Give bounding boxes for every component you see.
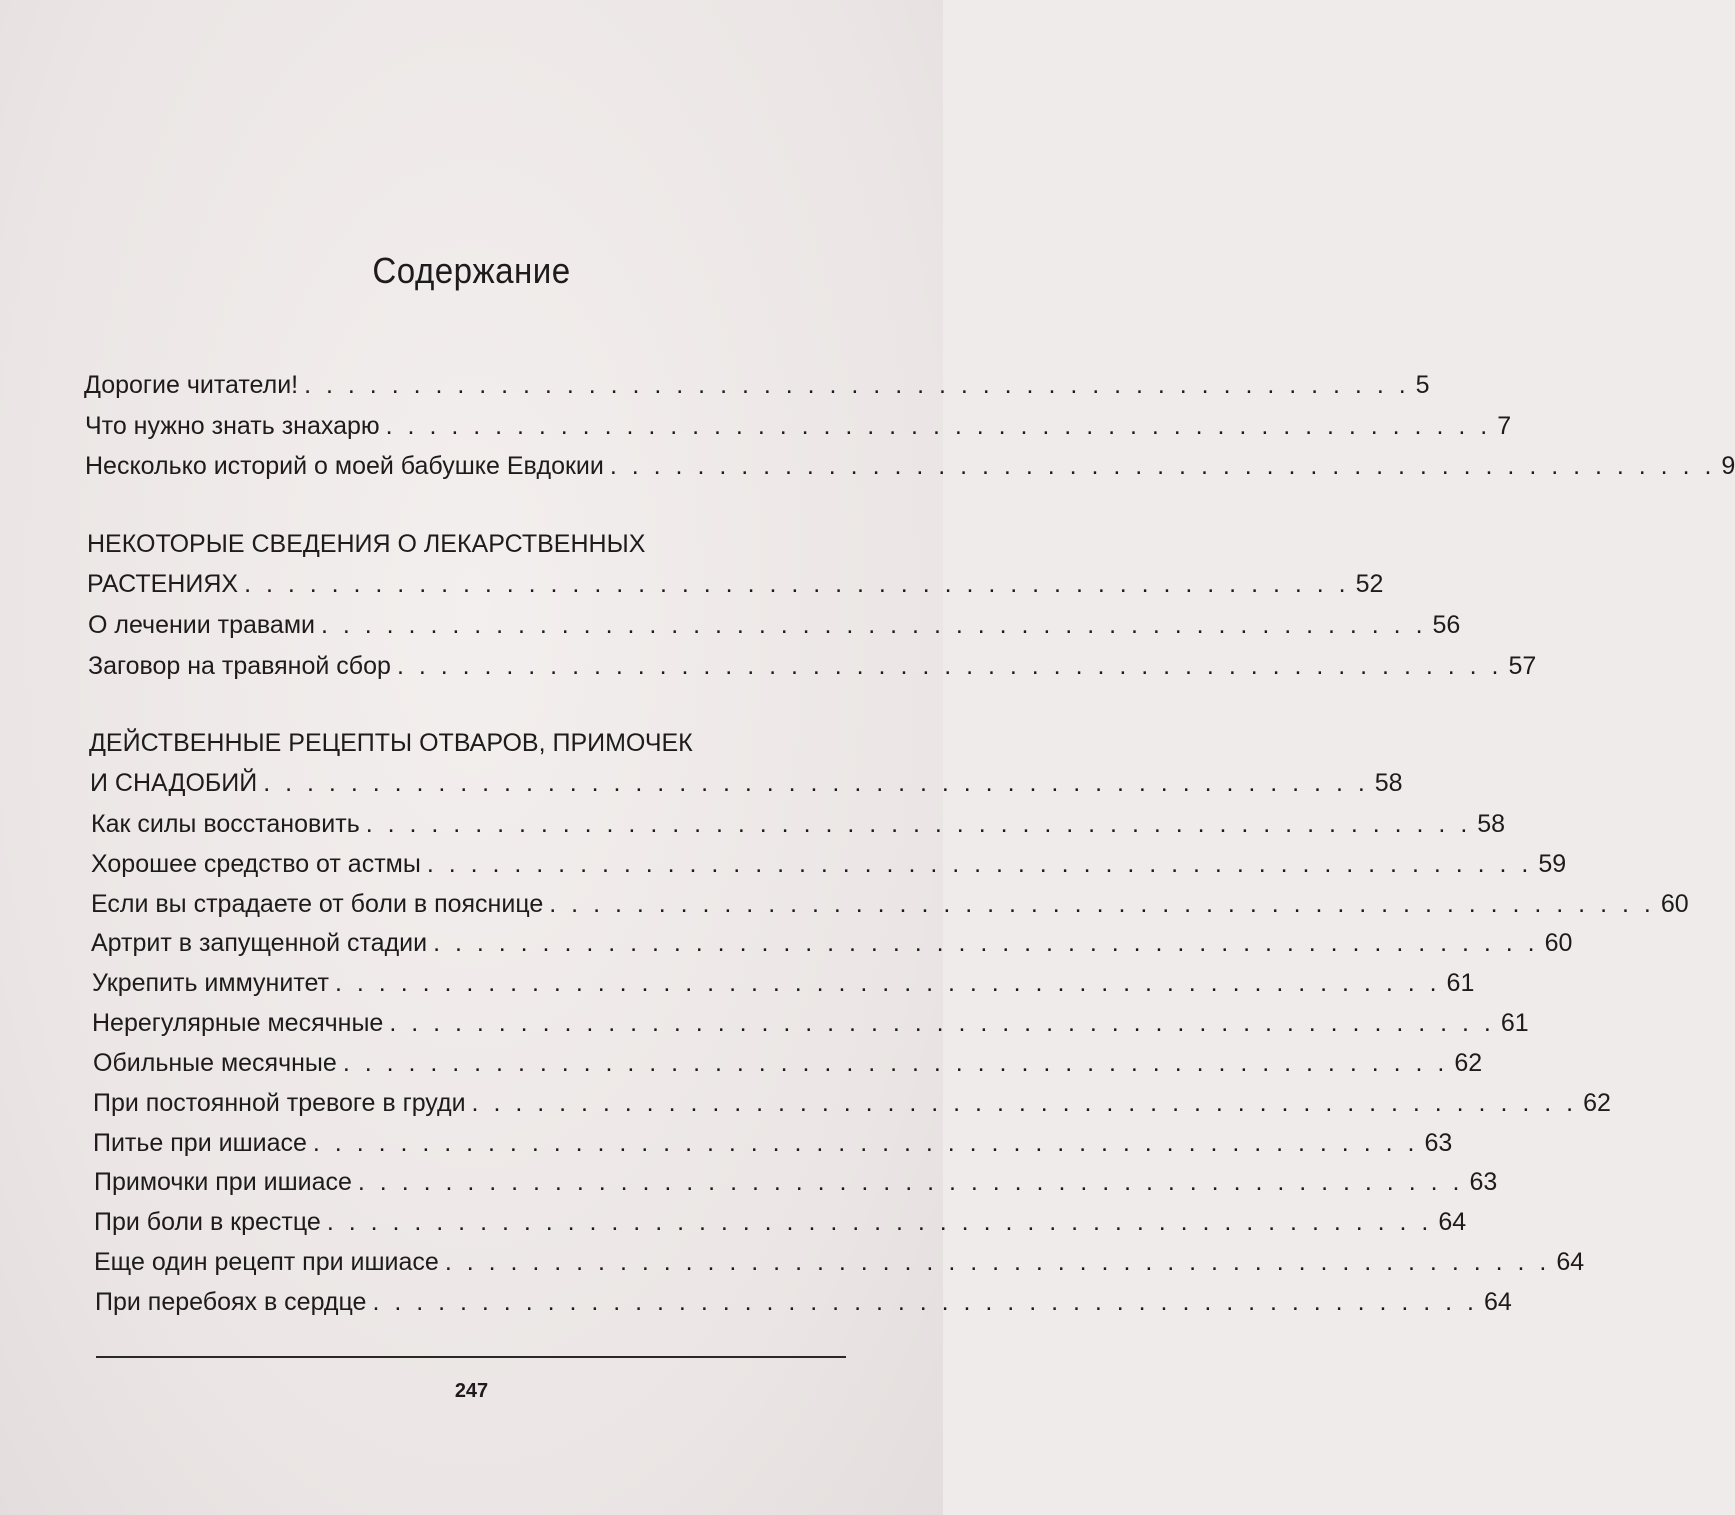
footer-rule xyxy=(96,1356,846,1358)
leader-dots: . . . . . . . . . . . . . . . . . . . . . . . . . . . . . . . . . . . . . . . . . . . . . . . . . . . xyxy=(320,611,1427,639)
section-heading-entry xyxy=(90,765,1403,801)
toc-entry xyxy=(88,648,1537,684)
toc-entry-page: 63 xyxy=(1469,1168,1498,1196)
toc-entry xyxy=(95,1284,1512,1320)
toc-entry-page: 61 xyxy=(1446,969,1475,997)
toc-entry-label: Дорогие читатели! xyxy=(84,371,299,399)
toc-entry-page: 56 xyxy=(1432,611,1461,639)
leader-dots: . . . . . . . . . . . . . . . . . . . . . . . . . . . . . . . . . . . . . . . . . . . . . . . . . . . xyxy=(426,850,1533,878)
toc-entry xyxy=(93,1085,1611,1121)
toc-entry-page: 9 xyxy=(1721,452,1735,480)
toc-entry-page: 61 xyxy=(1500,1009,1529,1037)
page-title: Содержание xyxy=(372,250,571,291)
toc-entry-page: 63 xyxy=(1424,1129,1453,1157)
toc-entry-label: Заговор на травяной сбор xyxy=(88,652,391,680)
leader-dots: . . . . . . . . . . . . . . . . . . . . . . . . . . . . . . . . . . . . . . . . . . . . . . . . . . . xyxy=(444,1248,1551,1276)
toc-entry xyxy=(85,408,1512,444)
toc-entry-page: 57 xyxy=(1508,652,1537,680)
toc-entry xyxy=(92,1005,1529,1041)
toc-entry-page: 62 xyxy=(1583,1089,1611,1117)
leader-dots: . . . . . . . . . . . . . . . . . . . . . . . . . . . . . . . . . . . . . . . . . . . . . . . . . . . xyxy=(304,371,1410,399)
toc-entry xyxy=(84,367,1430,403)
leader-dots: . . . . . . . . . . . . . . . . . . . . . . . . . . . . . . . . . . . . . . . . . . . . . . . . . . . xyxy=(357,1168,1464,1196)
toc-entry-label: О лечении травами xyxy=(88,611,315,639)
toc-entry-label: Что нужно знать знахарю xyxy=(85,412,380,440)
toc-entry-page: 5 xyxy=(1415,371,1430,399)
toc-entry-page: 60 xyxy=(1544,929,1573,957)
leader-dots: . . . . . . . . . . . . . . . . . . . . . . . . . . . . . . . . . . . . . . . . . . . . . . . . . . . xyxy=(549,890,1655,918)
toc-entry-label: Примочки при ишиасе xyxy=(94,1168,352,1196)
toc-entry xyxy=(91,925,1573,961)
toc-entry-label: Нерегулярные месячные xyxy=(92,1009,384,1037)
leader-dots: . . . . . . . . . . . . . . . . . . . . . . . . . . . . . . . . . . . . . . . . . . . . . . . . . . . xyxy=(326,1208,1433,1236)
leader-dots: . . . . . . . . . . . . . . . . . . . . . . . . . . . . . . . . . . . . . . . . . . . . . . . . . . . xyxy=(342,1049,1449,1077)
leader-dots: . . . . . . . . . . . . . . . . . . . . . . . . . . . . . . . . . . . . . . . . . . . . . . . . . . . xyxy=(389,1009,1495,1037)
section-heading-label: РАСТЕНИЯХ xyxy=(87,570,239,598)
toc-entry-page: 64 xyxy=(1483,1288,1512,1316)
leader-dots: . . . . . . . . . . . . . . . . . . . . . . . . . . . . . . . . . . . . . . . . . . . . . . . . . . . xyxy=(312,1129,1419,1157)
toc-entry-page: 59 xyxy=(1538,850,1567,878)
toc-entry-label: При перебоях в сердце xyxy=(95,1288,367,1316)
toc-entry xyxy=(88,607,1461,643)
toc-entry-label: Несколько историй о моей бабушке Евдокии xyxy=(85,452,604,480)
toc-entry-label: Как силы восстановить xyxy=(91,810,360,838)
toc-entry xyxy=(85,448,1735,484)
toc-entry xyxy=(91,886,1689,922)
leader-dots: . . . . . . . . . . . . . . . . . . . . . . . . . . . . . . . . . . . . . . . . . . . . . . . . . . . xyxy=(396,652,1503,680)
toc-entry xyxy=(93,1125,1453,1161)
leader-dots: . . . . . . . . . . . . . . . . . . . . . . . . . . . . . . . . . . . . . . . . . . . . . . . . . . . xyxy=(372,1288,1478,1316)
leader-dots: . . . . . . . . . . . . . . . . . . . . . . . . . . . . . . . . . . . . . . . . . . . . . . . . . . . xyxy=(365,810,1472,838)
toc-entry xyxy=(91,846,1567,882)
leader-dots: . . . . . . . . . . . . . . . . . . . . . . . . . . . . . . . . . . . . . . . . . . . . . . . . . . . xyxy=(263,769,1369,797)
toc-entry-label: Питье при ишиасе xyxy=(93,1129,307,1157)
toc-entry xyxy=(93,1045,1483,1081)
leader-dots: . . . . . . . . . . . . . . . . . . . . . . . . . . . . . . . . . . . . . . . . . . . . . . . . . . . xyxy=(244,570,1350,598)
leader-dots: . . . . . . . . . . . . . . . . . . . . . . . . . . . . . . . . . . . . . . . . . . . . . . . . . . . xyxy=(471,1089,1578,1117)
toc-entry-label: Укрепить иммунитет xyxy=(92,969,330,997)
toc-entry xyxy=(94,1244,1585,1280)
toc-entry-label: Обильные месячные xyxy=(93,1049,337,1077)
toc-entry-label: При постоянной тревоге в груди xyxy=(93,1089,466,1117)
leader-dots: . . . . . . . . . . . . . . . . . . . . . . . . . . . . . . . . . . . . . . . . . . . . . . . . . . . xyxy=(609,452,1716,480)
section-heading-entry xyxy=(87,566,1384,602)
page-number: 247 xyxy=(454,1380,489,1402)
toc-entry-page: 64 xyxy=(1556,1248,1585,1276)
toc-entry-page: 58 xyxy=(1477,810,1506,838)
toc-entry-page: 60 xyxy=(1660,890,1689,918)
toc-entry-label: Еще один рецепт при ишиасе xyxy=(94,1248,439,1276)
toc-entry-page: 62 xyxy=(1454,1049,1483,1077)
section-heading: НЕКОТОРЫЕ СВЕДЕНИЯ О ЛЕКАРСТВЕННЫХ xyxy=(87,530,646,558)
section-heading-label: И СНАДОБИЙ xyxy=(90,769,258,797)
toc-entry-page: 7 xyxy=(1497,412,1512,440)
leader-dots: . . . . . . . . . . . . . . . . . . . . . . . . . . . . . . . . . . . . . . . . . . . . . . . . . . . xyxy=(433,929,1539,957)
toc-entry-page: 58 xyxy=(1374,769,1403,797)
leader-dots: . . . . . . . . . . . . . . . . . . . . . . . . . . . . . . . . . . . . . . . . . . . . . . . . . . . xyxy=(385,412,1492,440)
leader-dots: . . . . . . . . . . . . . . . . . . . . . . . . . . . . . . . . . . . . . . . . . . . . . . . . . . . xyxy=(335,969,1441,997)
toc-entry-label: При боли в крестце xyxy=(94,1208,321,1236)
toc-entry-page: 52 xyxy=(1355,570,1384,598)
toc-entry-label: Артрит в запущенной стадии xyxy=(91,929,428,957)
section-heading: ДЕЙСТВЕННЫЕ РЕЦЕПТЫ ОТВАРОВ, ПРИМОЧЕК xyxy=(89,729,693,757)
toc-entry-label: Если вы страдаете от боли в пояснице xyxy=(91,890,544,918)
toc-entry-page: 64 xyxy=(1438,1208,1467,1236)
toc-entry-label: Хорошее средство от астмы xyxy=(91,850,421,878)
toc-entry xyxy=(91,806,1506,842)
toc-entry xyxy=(94,1164,1498,1200)
toc-entry xyxy=(94,1204,1467,1240)
toc-entry xyxy=(92,965,1475,1001)
